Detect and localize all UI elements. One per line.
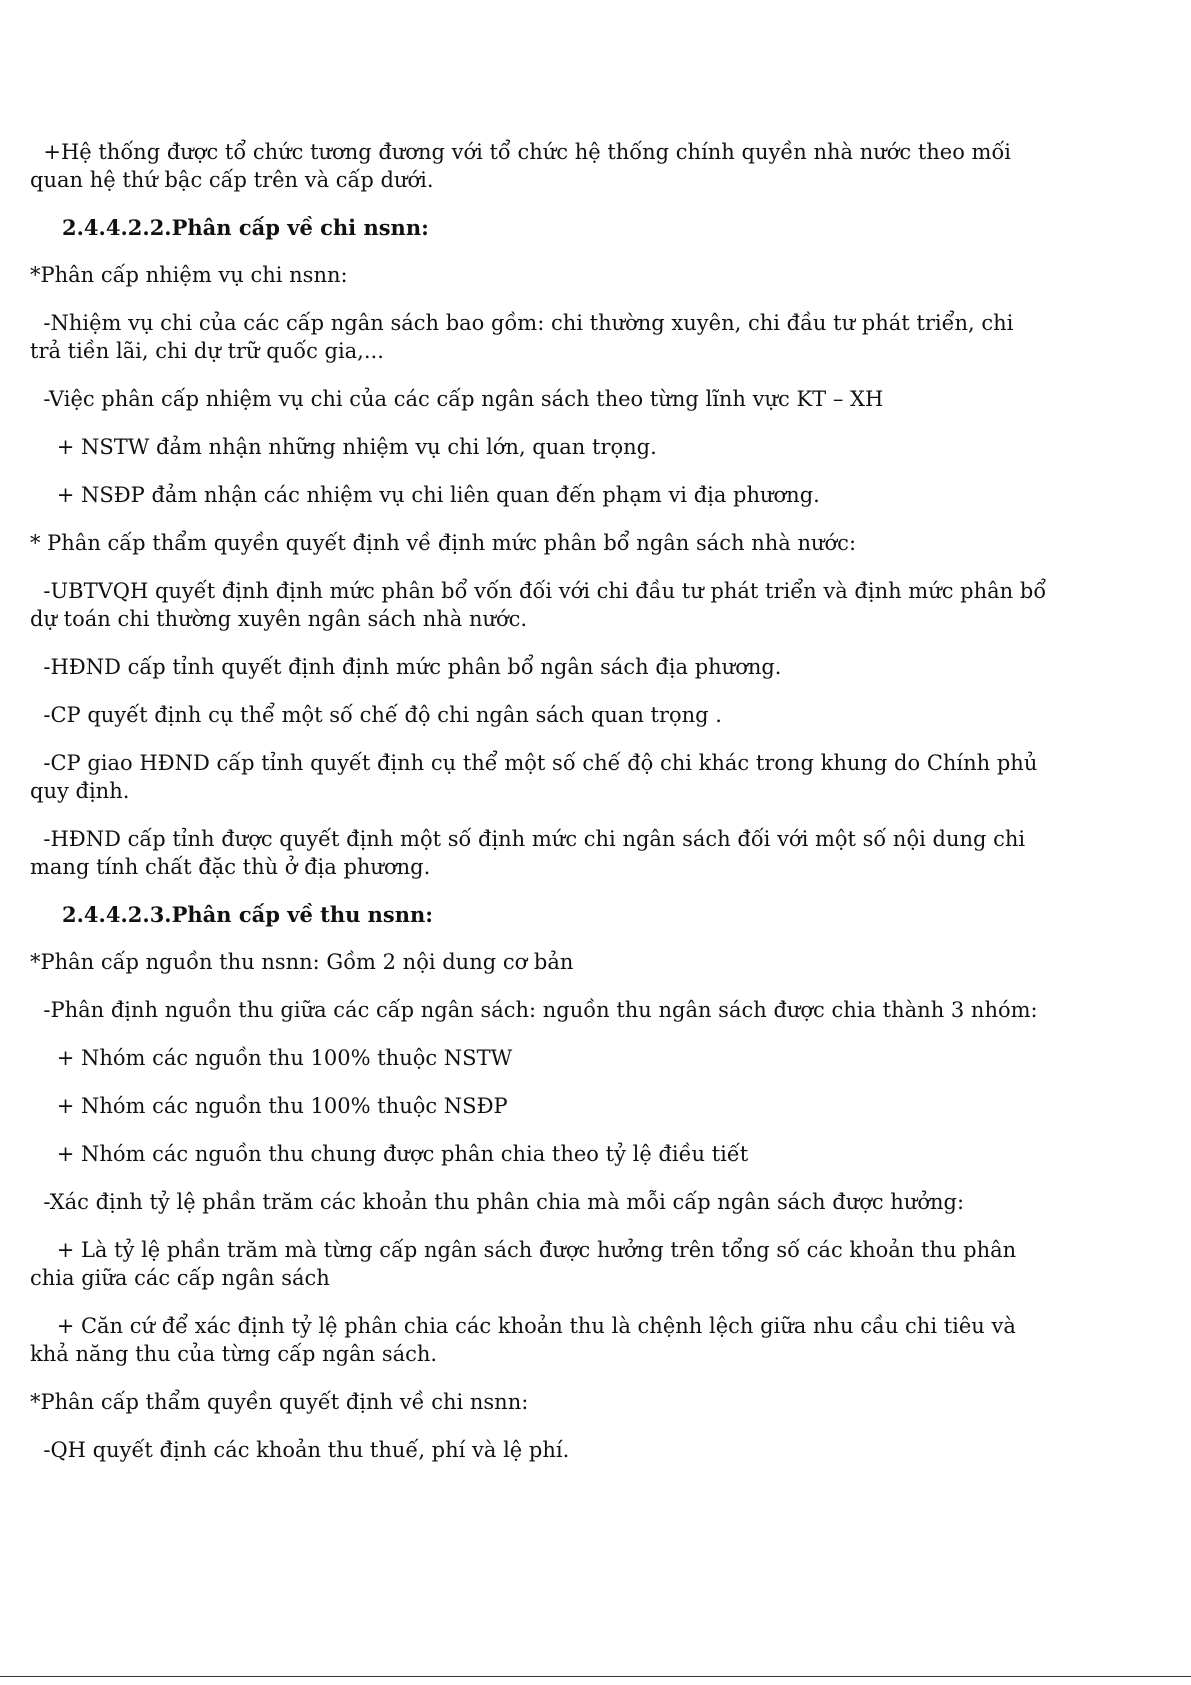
document-page [30,138,1053,1484]
paragraph: -QH quyết định các khoản thu thuế, phí và lệ phí. [30,1438,570,1462]
paragraph: + NSTW đảm nhận những nhiệm vụ chi lớn, quan trọng. [30,435,657,459]
paragraph: -Việc phân cấp nhiệm vụ chi của các cấp ngân sách theo từng lĩnh vực KT – XH [30,387,884,411]
paragraph: + Là tỷ lệ phần trăm mà từng cấp ngân sách được hưởng trên tổng số các khoản thu phân chia giữa các cấp ngân sách [30,1238,1023,1290]
paragraph: + Nhóm các nguồn thu 100% thuộc NSĐP [30,1094,508,1118]
paragraph: -CP giao HĐND cấp tỉnh quyết định cụ thể một số chế độ chi khác trong khung do Chính phủ quy định. [30,751,1045,803]
paragraph: -Phân định nguồn thu giữa các cấp ngân sách: nguồn thu ngân sách được chia thành 3 nhóm: [30,998,1038,1022]
section-heading: 2.4.4.2.3.Phân cấp về thu nsnn: [62,902,434,927]
paragraph: *Phân cấp nhiệm vụ chi nsnn: [30,263,348,287]
paragraph: + Căn cứ để xác định tỷ lệ phân chia các khoản thu là chệnh lệch giữa nhu cầu chi tiêu và khả năng thu của từng cấp ngân sách. [30,1314,1023,1366]
paragraph: -HĐND cấp tỉnh được quyết định một số định mức chi ngân sách đối với một số nội dung chi mang tính chất đặc thù ở địa phương. [30,827,1032,879]
paragraph: + Nhóm các nguồn thu chung được phân chia theo tỷ lệ điều tiết [30,1142,749,1166]
section-heading: 2.4.4.2.2.Phân cấp về chi nsnn: [62,215,429,240]
paragraph: *Phân cấp nguồn thu nsnn: Gồm 2 nội dung cơ bản [30,950,574,974]
paragraph: -Nhiệm vụ chi của các cấp ngân sách bao gồm: chi thường xuyên, chi đầu tư phát triển, chi trả tiền lãi, chi dự trữ quốc gia,... [30,311,1021,363]
paragraph: -CP quyết định cụ thể một số chế độ chi ngân sách quan trọng . [30,703,722,727]
paragraph: + Nhóm các nguồn thu 100% thuộc NSTW [30,1046,513,1070]
paragraph: -Xác định tỷ lệ phần trăm các khoản thu phân chia mà mỗi cấp ngân sách được hưởng: [30,1190,965,1214]
paragraph: -HĐND cấp tỉnh quyết định định mức phân bổ ngân sách địa phương. [30,655,782,679]
paragraph: +Hệ thống được tổ chức tương đương với tổ chức hệ thống chính quyền nhà nước theo mối quan hệ thứ bậc cấp trên và cấp dưới. [30,140,1018,192]
paragraph: + NSĐP đảm nhận các nhiệm vụ chi liên quan đến phạm vi địa phương. [30,483,820,507]
paragraph: *Phân cấp thẩm quyền quyết định về chi nsnn: [30,1390,529,1414]
page-bottom-rule [0,1676,1191,1677]
paragraph: -UBTVQH quyết định định mức phân bổ vốn đối với chi đầu tư phát triển và định mức phân bổ dự toán chi thường xuyên ngân sách nhà nước. [30,579,1053,631]
paragraph: * Phân cấp thẩm quyền quyết định về định mức phân bổ ngân sách nhà nước: [30,531,857,555]
